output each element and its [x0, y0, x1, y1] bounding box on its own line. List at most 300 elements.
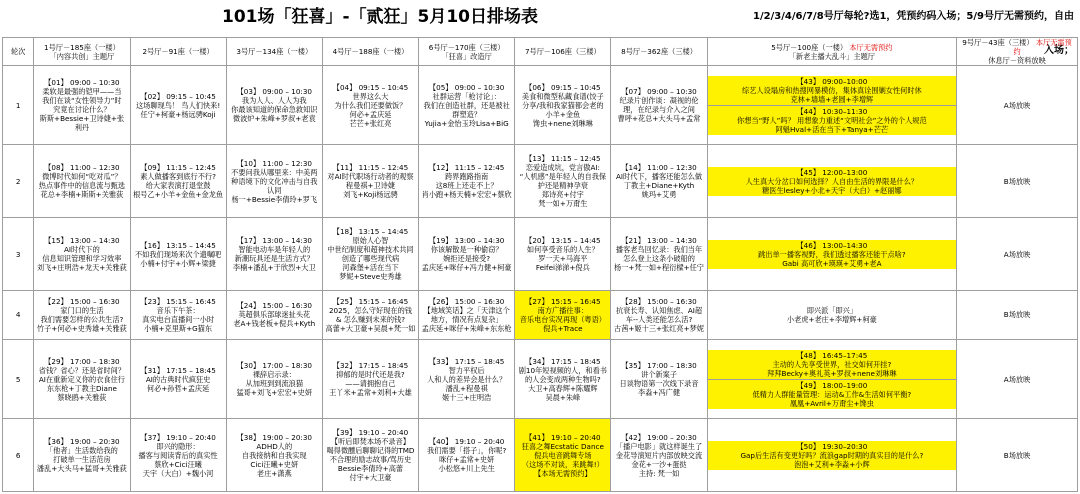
session-cell [226, 419, 322, 492]
header-line: 轮次 [10, 47, 26, 56]
session-line: 丁教主+Diane+Kyth [623, 181, 695, 191]
session-cell [611, 419, 707, 492]
round-number: 5 [3, 339, 34, 418]
session-line: 我为人人、人人为我 [241, 96, 307, 106]
session-cell [707, 66, 956, 145]
session-line: 创造了哪些现代病 [341, 254, 400, 263]
session-time: B场放映 [1003, 176, 1031, 186]
session-line: 肖小跑+杨天楠+宏宏+蔡欣 [421, 190, 512, 200]
session-time: 【29】 17:00 – 18:30 [44, 356, 120, 366]
session-time: 【12】 11:15 – 12:45 [428, 163, 505, 173]
session-cell [322, 419, 418, 492]
session-time: 【10】 11:00 – 12:30 [236, 158, 312, 168]
session-line: 抑郁的是时代还是我? [336, 370, 405, 379]
session-line: 日谈物语第一次线下录音 [619, 379, 699, 388]
session-cell [419, 339, 515, 418]
session-cell [322, 218, 418, 291]
session-line: 人生真大分岔口如何选择？人自由生活的界限是什么？ [745, 176, 919, 186]
session-line: 微波炉+朱峰+罗叔+老袁 [232, 114, 316, 124]
session-line: 金花+一沙+蛋挞 [631, 459, 687, 469]
session-line: 刘飞+庄明浩+龙天+关雅荻 [36, 263, 127, 272]
session-line: Bessie李倩玲+高蕾 [337, 464, 404, 474]
session-line: 2025，怎么守好现在的钱 [328, 305, 412, 315]
session-line: 社群运营「枪讨论」： [432, 91, 501, 101]
session-line: 家门口的生活 [60, 305, 104, 315]
session-line: 小楠+付宇+小辉+梁捷 [140, 258, 216, 268]
session-cell [957, 290, 1078, 339]
session-line: 剧10年短视频的人，和看书 [518, 365, 607, 375]
session-time: 【32】 17:15 – 18:45 [332, 361, 409, 370]
session-line: 潘乱+大头马+猛哥+关雅荻 [36, 464, 127, 474]
session-line: 芒芒+张红亮 [349, 118, 392, 128]
session-time: 【27】 15:15 – 16:45 [525, 296, 601, 306]
header-line: 「内容共创」主题厅 [49, 51, 115, 61]
session-cell [707, 419, 956, 492]
session-cell [322, 290, 418, 339]
session-cell [611, 145, 707, 218]
session-line: 自我接纳和自我实现 [241, 450, 307, 460]
header-line: 2号厅－91座（一楼） [142, 47, 214, 56]
session-line: 「播户电影」就这样诞生了 [615, 441, 703, 451]
session-line: 你想当“野人”吗？ 用想象力重述“文明社会”之外的个人规范 [737, 115, 927, 125]
session-cell [34, 339, 130, 418]
session-line: 理，在纪录与介入之间 [623, 105, 695, 115]
session-cell [957, 419, 1078, 492]
session-line: 斯斯+Bessie+卫诗婕+张利丹 [39, 114, 125, 133]
session-line: 姬十三+庄明浩 [442, 392, 492, 402]
session-cell [957, 66, 1078, 145]
session-cell [515, 419, 611, 492]
session-block [708, 76, 956, 105]
no-reservation-note: 本厅无需预约 [849, 42, 893, 52]
session-cell [419, 145, 515, 218]
session-line: 倪兵+Trace [543, 323, 583, 333]
round-number: 6 [3, 419, 34, 492]
session-line: 护还是精神孕衰 [537, 181, 588, 191]
session-line: 曹呼+花总+大头马+孟常 [617, 114, 701, 124]
session-line: 杨一+梵一如+程衍樑+任宁 [614, 263, 704, 272]
header-line: 4号厅－188座（一楼） [332, 47, 409, 56]
session-line: 根号乙+小羊+金鱼+金龙鱼 [133, 190, 224, 200]
entry-rules-note: 1/2/3/4/6/7/8号厅每轮?选1，凭预约码入场；5/9号厅无需预约，自由入场； [753, 11, 1074, 56]
session-line: 竹子+何必+史秀雄+关雅荻 [36, 323, 127, 333]
session-time: 【09】 11:15 – 12:45 [140, 163, 216, 173]
session-time: B场放映 [1003, 310, 1031, 320]
session-time: 【24】 15:00 – 16:30 [236, 301, 312, 311]
session-time: 【17】 13:00 – 14:30 [236, 236, 312, 245]
session-line: 人和人的差异会是什么？ [427, 374, 507, 384]
session-time: 【01】 09:00 – 10:30 [44, 78, 120, 88]
header-line: 「狂喜」改造厅 [441, 51, 492, 61]
session-block [708, 350, 956, 379]
session-line: 「他者」生活数给我的 [45, 446, 118, 456]
session-line: 如何享受音乐的人生？ [526, 245, 599, 254]
hall-header [419, 38, 515, 66]
session-cell [611, 218, 707, 291]
session-time: 【38】 19:00 – 20:30 [236, 432, 312, 442]
session-time: 【34】 17:15 – 18:45 [525, 356, 601, 366]
session-cell [34, 145, 130, 218]
round-number: 4 [3, 290, 34, 339]
session-line: 【听后即焚本场不录音】 [330, 437, 410, 447]
session-cell [419, 218, 515, 291]
session-line: 任宁+柯豪+杨远骋Koji [140, 109, 216, 119]
session-cell [957, 218, 1078, 291]
round-row [3, 419, 1078, 492]
no-reservation-note: 本厅无需预约 [1013, 38, 1072, 56]
session-line: 李淼+冯广健 [638, 388, 681, 397]
session-line: 天宇（大白）+魏小河 [142, 468, 214, 478]
session-cell [419, 290, 515, 339]
session-line: 种语境下的文化冲击与自我 [231, 176, 318, 186]
session-line: Gabi 高可欣+瑛瑛+艾勇+老A [782, 258, 882, 268]
session-line: 智力平权后 [448, 365, 485, 375]
session-cell [515, 145, 611, 218]
session-line: 你最该知道的保命急救知识 [231, 105, 318, 115]
session-time: 【31】 17:15 – 18:45 [140, 365, 216, 375]
session-line: 王丫米+孟常+刘利+大雄 [329, 388, 412, 397]
header-line: 1号厅－185座（一楼） [44, 42, 120, 52]
session-line: 蔡晓鸥+关雅荻 [57, 392, 107, 402]
schedule-table [2, 37, 1078, 492]
session-line: 对AI时代职场行动者的观察 [327, 172, 414, 182]
session-cell [611, 339, 707, 418]
session-time: 【26】 15:00 – 16:30 [428, 296, 505, 306]
session-time: 【21】 13:00 – 14:30 [621, 236, 697, 245]
session-line: 车--人类还能怎么活? [625, 314, 693, 324]
session-time: 【41】 19:10 – 20:40 [525, 432, 601, 442]
session-line: 大卫+高春辉+陈耀辉 [528, 383, 598, 393]
header-line: 「新老主播大乱斗」主题厅 [788, 51, 875, 61]
session-line: 吴晨+朱峰 [545, 392, 581, 402]
session-line: 原始人心智 [352, 236, 389, 245]
session-time: 【42】 19:00 – 20:30 [621, 432, 697, 442]
session-line: ——请拥抱自己 [345, 379, 396, 388]
session-cell [34, 419, 130, 492]
session-time: A场放映 [1003, 100, 1031, 110]
session-line: 跳出单一播客视野，我们透过播客还能干点啥? [758, 249, 906, 259]
session-cell [515, 290, 611, 339]
session-line: 罗一天+马海平 [538, 254, 588, 263]
session-line: 泡泡+艾利+李淼+小辉 [794, 459, 870, 469]
session-line: 拜拜Becky+奥礼英+罗叔+nene刘琳琳 [767, 368, 897, 378]
session-line: 音乐下午茶： [156, 305, 200, 315]
session-block [708, 167, 956, 196]
session-cell [707, 290, 956, 339]
session-line: 打破单一生活范房 [53, 455, 111, 465]
session-time: 【40】 19:10 – 20:40 [428, 437, 505, 447]
session-time: 【30】 17:00 – 18:30 [236, 361, 312, 370]
session-cell [34, 66, 130, 145]
session-line: 微博时代如何“吃对瓜”？ [42, 172, 122, 182]
session-line: 世界这么大 [352, 91, 389, 101]
session-line: 程曼祺+卫诗婕 [345, 181, 396, 191]
hall-header [515, 38, 611, 66]
session-time: 【13】 11:15 – 12:45 [525, 154, 601, 164]
session-line: 恋爱造成坑，党言傲AI: [525, 163, 600, 173]
session-line: 这场聊现鸟！ 鸟人们快来! [135, 100, 221, 110]
session-line: “人机感”是年轻人的自我保 [519, 172, 607, 182]
session-line: 小楠+克里斯+G猫东 [144, 323, 213, 333]
session-cell [515, 66, 611, 145]
round-row [3, 218, 1078, 291]
session-line: 不要问我从哪里来：中美两 [231, 167, 318, 177]
round-header [3, 38, 34, 66]
session-time: 【35】 17:00 – 18:30 [621, 361, 697, 370]
session-line: 真实电台直播间一小时 [142, 314, 215, 324]
session-cell [226, 339, 322, 418]
session-time: 【03】 09:00 – 10:30 [236, 87, 312, 97]
session-time: 【15】 13:00 – 14:30 [44, 236, 120, 245]
hall-header [226, 38, 322, 66]
session-line: 为什么我们还要做饭？ [334, 100, 407, 110]
session-time: 【02】 09:15 – 10:45 [140, 91, 216, 101]
session-line: 智能电动车是年轻人的 [238, 245, 311, 254]
session-line: 东东枪+丁教主Diane [46, 383, 117, 393]
header-line: 休息厅－资料放映 [988, 56, 1046, 65]
session-line: 凰凰+Avril+万甭尘+馋虫 [789, 398, 874, 408]
session-line: 裸辞启示录： [252, 370, 296, 379]
session-line: AI时代下的 [64, 245, 100, 254]
session-line: 花总+李楠+斯斯+关雅荻 [40, 190, 124, 200]
page-title: 101场「狂喜」-「贰狂」5月10日排场表 [221, 7, 539, 27]
session-line: 倪兵电音跳舞专场 [534, 450, 592, 460]
session-line: 南方广播往事： [537, 305, 588, 315]
session-line: 我们在创造社群，还是被社 [423, 100, 510, 110]
session-line: 不如我们现场来次个遗嘱吧 [134, 249, 222, 259]
session-line: 何必+孙哲+孟庆延 [146, 383, 210, 393]
session-line: Cici汪曦+史妍 [250, 459, 299, 469]
header-line: 6号厅－170座（三楼） [428, 42, 505, 52]
session-cell [130, 290, 226, 339]
session-time: 【06】 09:15 – 10:45 [525, 82, 601, 92]
round-number: 1 [3, 66, 34, 145]
session-line: 猛哥+刘飞+宏宏+史妍 [236, 388, 313, 397]
session-line: AI在重新定义你的衣食住行 [38, 374, 125, 384]
hall-header [707, 38, 956, 66]
session-line: 省钱？省心？还是省时间？ [38, 365, 126, 375]
session-line: 【地域笑话】之「天津这个 [423, 305, 510, 315]
session-line: Gap后生活有变更好吗？流浪gap时期的真实目的是什么? [740, 450, 924, 460]
session-line: 跨界跑路指南 [445, 172, 489, 182]
header-line-with-note [710, 43, 954, 52]
session-line: 刘飞+Koji杨远骋 [343, 190, 398, 200]
round-row [3, 290, 1078, 339]
session-line: 古茜+姬十三+张红亮+梦妮 [614, 323, 704, 333]
session-line: 高蕾+大卫豪+吴晨+梵一如 [325, 323, 416, 333]
session-time: 【49】 18:00–19:00 [796, 380, 868, 390]
session-cell [34, 290, 130, 339]
session-time: 【37】 19:10 – 20:40 [140, 432, 216, 442]
header-line-with-note [959, 38, 1075, 56]
session-line: 群塑造？ [452, 109, 482, 119]
header-line: 8号厅－362座（三楼） [621, 47, 697, 56]
session-cell [611, 290, 707, 339]
session-cell [707, 145, 956, 218]
session-line: 从加班到到流浪猫 [245, 379, 304, 388]
session-line: 我们在谈“女性领导力”时 [42, 96, 122, 106]
hall-header [957, 38, 1078, 66]
session-line: 综艺人设塌房和热搜网暴模仿，集体真诠围剿女性何时休 [742, 85, 922, 95]
session-line: 主动的人先享受世界，社交如何开挂? [772, 359, 892, 369]
session-line: 柔软是最强的铠甲——当 [42, 87, 122, 97]
session-time: 【43】 09:00–10:00 [796, 76, 868, 86]
session-cell [322, 145, 418, 218]
session-line: 播客与阅读背后的真实性 [138, 450, 218, 460]
session-time: 【07】 09:00 – 10:30 [621, 87, 697, 97]
session-line: 梵一如+万甭生 [538, 199, 588, 209]
session-time: 【36】 19:00 – 20:30 [44, 437, 120, 447]
header-line: 9号厅－43座（三楼） [962, 38, 1034, 47]
session-line: 梦妮+Steve史秀雄 [339, 272, 402, 281]
session-line: Feifei涕涕+倪兵 [535, 263, 590, 272]
session-time: B场放映 [1003, 450, 1031, 460]
session-line: 你该解散是一种偷窃？ [430, 245, 503, 254]
session-cell [322, 66, 418, 145]
session-line: 信息知识管理和学习效率 [42, 254, 122, 263]
round-number: 2 [3, 145, 34, 218]
round-number: 3 [3, 218, 34, 291]
session-cell [226, 66, 322, 145]
header-row [3, 38, 1078, 66]
session-line: 孟庆延+咪仔+朱峰+东东枪 [421, 323, 512, 333]
session-cell [130, 66, 226, 145]
session-cell [611, 66, 707, 145]
header-line: 5号厅－100座（一楼） [771, 42, 848, 52]
session-cell [515, 339, 611, 418]
session-time: 【08】 11:00 – 12:30 [44, 163, 120, 173]
session-line: 认同 [267, 185, 282, 195]
session-line: 馋虫+nene刘琳琳 [532, 118, 593, 128]
session-line: 潘乱+程曼祺 [445, 383, 488, 393]
session-time: 【44】 10:30–11:30 [796, 106, 868, 116]
session-line: 的人会变成两种生物吗? [524, 374, 601, 384]
session-line: 咪仔+孟常+史妍 [439, 455, 495, 465]
session-time: 【05】 09:00 – 10:30 [428, 82, 505, 92]
hall-header [130, 38, 226, 66]
session-line: 地方，情况有点复杂」 [430, 314, 503, 324]
session-line: 蔡欣+Cici汪曦 [154, 459, 202, 469]
header-line: 7号厅－106座（三楼） [524, 47, 601, 56]
session-line: 我们需要怎样的公共生活? [40, 314, 124, 324]
session-line: 何必+孟庆延 [349, 109, 392, 119]
session-line: 究竟在讨论什么？ [53, 105, 111, 115]
session-block [708, 105, 956, 135]
session-line: 新潮玩具还是生活方式？ [234, 254, 314, 263]
session-line: 郑诗亮+付宇 [541, 190, 584, 200]
round-row [3, 339, 1078, 418]
session-time: 【25】 15:15 – 16:45 [332, 296, 409, 306]
session-cell [34, 218, 130, 291]
session-time: 【11】 11:15 – 12:45 [332, 163, 409, 173]
session-cell [130, 145, 226, 218]
session-line: 克林+墙墙+老圆+李增辉 [790, 94, 874, 104]
session-line: 【本场无需预约】 [534, 468, 592, 478]
header-line: 3号厅－134座（一楼） [236, 47, 313, 56]
session-line: 英超俱乐部球迷扯头花 [238, 310, 311, 320]
session-line: 中世纪制度和超神技术共同 [327, 245, 414, 254]
session-block [708, 240, 956, 269]
session-cell [226, 145, 322, 218]
session-cell [419, 419, 515, 492]
session-block [708, 441, 956, 470]
session-line: 不合理的励志故事/骂历史 [329, 455, 412, 465]
session-line: 李楠+潘乱+于欣烈+大卫 [232, 263, 316, 272]
session-time: 【19】 13:00 – 14:30 [428, 236, 505, 245]
session-line: 低精力人群能量管理：运动&工作&生活如何平衡? [752, 389, 912, 399]
session-line: Yujia+金怡玉玲Lisa+BiG [424, 118, 509, 128]
session-line: 糖医生lesley+小北+天宇（大白）+赵丽娜 [762, 185, 902, 195]
session-cell [130, 218, 226, 291]
session-line: 分享/我和我家猫都会老的 [522, 100, 604, 110]
session-line: 小松悠+川上先生 [438, 464, 495, 474]
session-line: 主持: 梵一如 [638, 468, 680, 478]
session-line: 我们需要「搭子」，你呢? [427, 446, 507, 456]
session-time: 【48】 16:45–17:45 [796, 350, 868, 360]
session-line: 热点事件中的信息流与甄选 [38, 181, 126, 191]
round-row [3, 66, 1078, 145]
session-line: 即兴的隐形： [156, 441, 200, 451]
session-time: 【04】 09:15 – 10:45 [332, 82, 409, 92]
session-cell [226, 218, 322, 291]
session-line: 姚玛+艾勇 [641, 190, 677, 200]
session-line: 狂喜之舞Ecstatic Dance [521, 441, 604, 451]
session-line: 老庄+潇燕 [256, 468, 292, 478]
session-time: 【33】 17:15 – 18:45 [428, 356, 505, 366]
session-line: 杨一+Bessie李倩玲+罗飞 [231, 194, 318, 204]
session-line: 音乐电台实况再现（粤语） [519, 314, 606, 324]
session-time: 【46】 13:00–14:30 [796, 240, 868, 250]
session-line: 纪录片创作谈：凝视的伦 [619, 96, 699, 106]
session-cell [226, 290, 322, 339]
hall-header [34, 38, 130, 66]
session-line: 河森堡+活在当下 [342, 263, 399, 272]
session-line: 美食和微型私藏食谱(饺子 [521, 91, 604, 101]
session-line: 讲个新案子 [641, 370, 677, 379]
session-block [708, 379, 956, 409]
session-cell [707, 218, 956, 291]
session-time: 【45】 12:00–13:00 [796, 167, 868, 177]
session-time: 即兴派「即兴」 [806, 305, 858, 315]
session-time: 【28】 15:00 – 16:30 [621, 296, 697, 306]
session-time: A场放映 [1003, 249, 1031, 259]
session-line: 阿魁Hval+活在当下+Tanya+芒芒 [775, 124, 889, 134]
session-time: 【20】 13:15 – 14:45 [525, 236, 601, 245]
session-cell [515, 218, 611, 291]
session-line: 怎么登上这条小破船的 [623, 254, 695, 263]
session-cell [707, 339, 956, 418]
session-line: 孟庆延+咪仔+冯力健+柯豪 [421, 263, 512, 272]
session-cell [130, 339, 226, 418]
session-cell [322, 339, 418, 418]
session-line: 给大家表演打退堂鼓 [145, 181, 211, 191]
session-line: 喝得微醺后聊聊记得的TMD [326, 446, 415, 456]
session-line: （这场不对谈，来跳舞!） [521, 459, 604, 469]
session-line: 抗衰长寿、认知焦虑、AI超 [615, 305, 703, 315]
session-line: ADHD人的 [256, 441, 293, 451]
session-time: A场放映 [1003, 374, 1031, 384]
session-cell [419, 66, 515, 145]
session-line: 婉拒还是接受? [443, 254, 491, 263]
session-time: 【39】 19:10 – 20:40 [332, 428, 409, 438]
session-time: 【14】 11:00 – 12:30 [621, 163, 697, 173]
session-time: 【18】 13:15 – 14:45 [332, 227, 409, 236]
session-line: 小羊+金鱼 [545, 109, 581, 119]
session-time: 【16】 13:15 – 14:45 [140, 240, 216, 250]
session-line: AI时代下，播客还能怎么做 [615, 172, 703, 182]
hall-header [611, 38, 707, 66]
session-line: AI的古典时代疯狂史 [145, 374, 211, 384]
